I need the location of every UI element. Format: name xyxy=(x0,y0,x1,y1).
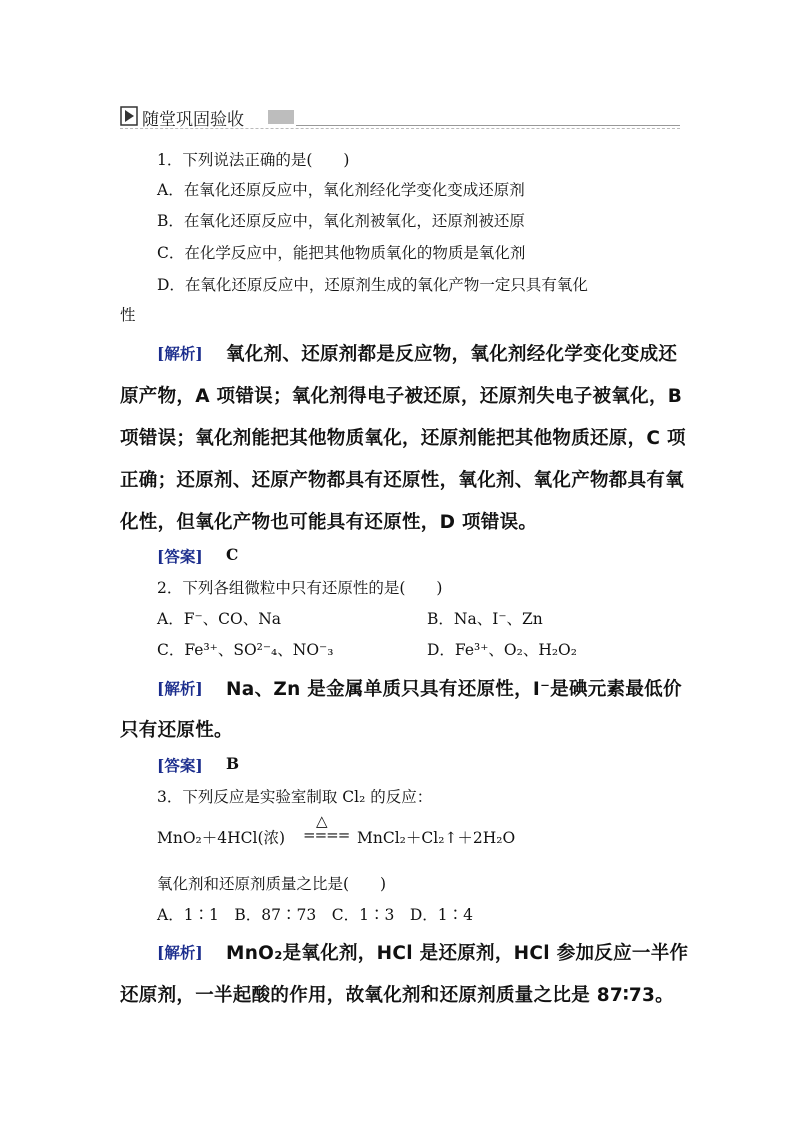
q1-analysis-line: 原产物，A 项错误；氧化剂得电子被还原，还原剂失电子被氧化，B xyxy=(120,386,683,407)
q1-option-b: B．在氧化还原反应中，氧化剂被氧化，还原剂被还原 xyxy=(157,212,525,230)
play-icon xyxy=(120,106,138,126)
q2-option-d: D．Fe³⁺、O₂、H₂O₂ xyxy=(427,641,577,659)
q2-analysis-line: Na、Zn 是金属单质只具有还原性，I⁻是碘元素最低价 xyxy=(226,679,682,700)
header-divider-dashed xyxy=(120,128,680,129)
q2-option-b: B．Na、I⁻、Zn xyxy=(427,610,543,628)
q1-analysis-line: 化性，但氧化产物也可能具有还原性，D 项错误。 xyxy=(120,512,538,533)
q1-analysis-tag: [解析] xyxy=(157,344,203,363)
q1-option-a: A．在氧化还原反应中，氧化剂经化学变化变成还原剂 xyxy=(157,181,525,199)
q1-answer: C xyxy=(226,545,239,564)
q2-analysis-line: 只有还原性。 xyxy=(120,720,233,741)
q3-analysis-line: 还原剂，一半起酸的作用，故氧化剂和还原剂质量之比是 87∶73。 xyxy=(120,985,674,1006)
q1-answer-tag: [答案] xyxy=(157,547,203,566)
header-divider xyxy=(296,125,680,126)
q3-eq-condition: △ xyxy=(316,812,328,830)
q2-option-a: A．F⁻、CO、Na xyxy=(157,610,282,628)
q3-eq-right: MnCl₂＋Cl₂↑＋2H₂O xyxy=(357,829,516,847)
q1-analysis-line: 氧化剂、还原剂都是反应物，氧化剂经化学变化变成还 xyxy=(226,344,678,365)
header-decoration xyxy=(268,110,294,124)
q3-analysis-tag: [解析] xyxy=(157,943,203,962)
q2-analysis-tag: [解析] xyxy=(157,679,203,698)
q3-eq-arrow: ==== xyxy=(303,826,350,844)
q2-stem: 2．下列各组微粒中只有还原性的是( ) xyxy=(157,579,443,597)
q3-question: 氧化剂和还原剂质量之比是( ) xyxy=(157,875,387,893)
q3-options: A．1∶1 B．87∶73 C．1∶3 D．1∶4 xyxy=(157,906,473,924)
q3-analysis-line: MnO₂是氧化剂，HCl 是还原剂，HCl 参加反应一半作 xyxy=(226,943,689,964)
section-title: 随堂巩固验收 xyxy=(142,110,244,130)
q2-answer-tag: [答案] xyxy=(157,756,203,775)
q1-stem: 1．下列说法正确的是( ) xyxy=(157,151,350,169)
q2-answer: B xyxy=(226,754,240,773)
q1-option-c: C．在化学反应中，能把其他物质氧化的物质是氧化剂 xyxy=(157,244,526,262)
q1-analysis-line: 正确；还原剂、还原产物都具有还原性，氧化剂、氧化产物都具有氧 xyxy=(120,470,685,491)
q2-option-c: C．Fe³⁺、SO²⁻₄、NO⁻₃ xyxy=(157,641,334,659)
q3-stem: 3．下列反应是实验室制取 Cl₂ 的反应： xyxy=(157,788,433,806)
q1-option-d-cont: 性 xyxy=(120,306,136,324)
q1-analysis-line: 项错误；氧化剂能把其他物质氧化，还原剂能把其他物质还原，C 项 xyxy=(120,428,686,449)
q3-eq-left: MnO₂＋4HCl(浓) xyxy=(157,829,286,847)
q1-option-d: D．在氧化还原反应中，还原剂生成的氧化产物一定只具有氧化 xyxy=(157,276,588,294)
